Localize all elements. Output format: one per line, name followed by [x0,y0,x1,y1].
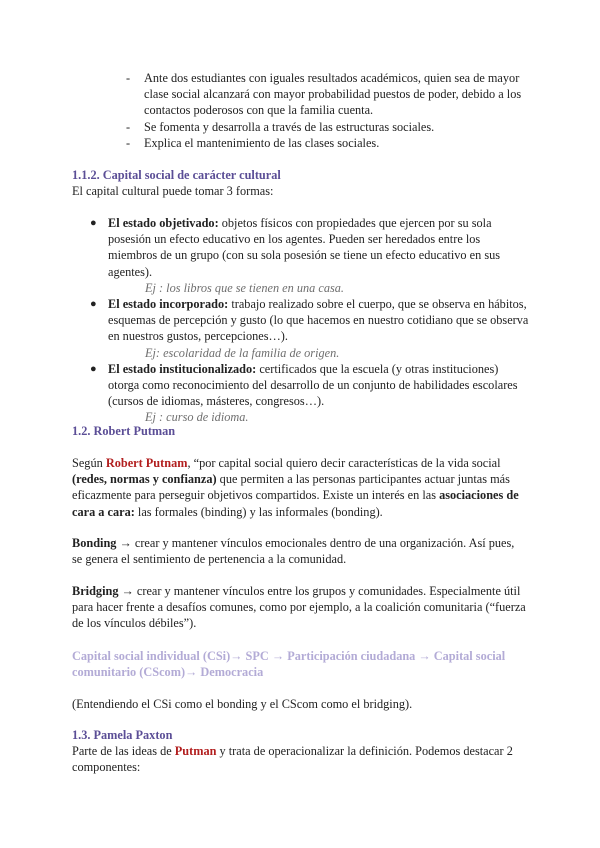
term-definition: → crear y mantener vínculos emocionales dentro de una organización. Así pues, se genera el sentimiento de pertenencia a la comunidad. [72,536,515,567]
term: El estado objetivado: [108,216,219,230]
list-item-text: Explica el mantenimiento de las clases sociales. [144,135,380,150]
dash-marker: - [126,135,131,150]
list-item [126,70,526,119]
term: El estado incorporado: [108,297,229,312]
dash-marker: - [126,71,131,85]
example-text: Ej : curso de idioma. [145,410,249,425]
bullet-marker: ● [90,217,97,229]
term-definition: objetos físicos con propiedades que ejercen por su sola posesión un efecto educativo en los agentes. Pueden ser heredados entre los miembros de un grupo (con su sola posesión se tiene un efecto educativo en sus agentes). [108,216,501,279]
section-heading-cultural: 1.1.2. Capital social de carácter cultural [72,168,281,182]
dash-marker: - [126,119,131,134]
bold-run: (redes, normas y confianza) [72,472,217,487]
term-definition: trabajo realizado sobre el cuerpo, que se observa en hábitos, esquemas de percepción y gusto (lo que hacemos en nuestro cotidiano que se observa en nuestros gustos, percepciones…). [108,297,529,344]
list-item-text: Se fomenta y desarrolla a través de las estructuras sociales. [144,119,435,134]
putnam-paragraph [72,455,526,520]
section-heading-putnam: 1.2. Robert Putman [72,424,176,438]
term-definition: → crear y mantener vínculos entre los grupos y comunidades. Especialmente útil para hacer frente a desafíos comunes, como por ejemplo, a la coalición comunitaria (“fuerza de los vínculos débiles”). [72,584,526,631]
bridging-paragraph [72,583,526,632]
text-run: Según [72,456,106,470]
list-item [126,135,526,151]
bold-run: asociaciones de cara a cara: [72,488,519,519]
example-text: Ej : los libros que se tienen en una casa. [145,280,344,295]
text-run: y trata de operacionalizar la definición. Podemos destacar 2 componentes: [72,744,513,775]
text-run: , “por capital social quiero decir características de la vida social [187,456,501,470]
term: Bonding [72,536,117,550]
term: El estado institucionalizado: [108,361,257,376]
section-heading-paxton: 1.3. Pamela Paxton [72,728,173,742]
term-definition: certificados que la escuela (y otras instituciones) otorga como reconocimiento del desarrollo de un conjunto de habilidades escolares (cursos de idiomas, másteres, congresos…). [108,361,518,409]
bullet-marker: ● [90,362,97,375]
list-item-text: Ante dos estudiantes con iguales resultados académicos, quien sea de mayor clase social alcanzará con mayor probabilidad puestos de poder, debido a los contactos poderosos con que la familia cuenta. [144,71,522,118]
text-run: que permiten a las personas participantes actuar juntas más eficazmente para perseguir objetivos compartidos. Existe un interés en las [72,472,510,503]
text-run: las formales (binding) y las informales (bonding). [134,504,383,519]
bonding-paragraph [72,535,526,567]
bullet-marker: ● [90,298,97,311]
text-run: Parte de las ideas de [72,744,175,758]
cultural-forms-list [90,215,530,426]
list-item [90,215,530,280]
list-item [90,296,530,345]
author-name: Robert Putnam [105,456,188,470]
dash-list [126,70,526,151]
list-item [90,361,530,410]
list-item [126,119,526,135]
cultural-intro: El capital cultural puede tomar 3 formas: [72,184,274,198]
author-name: Putman [174,744,217,758]
bonding-bridging-note: (Entendiendo el CSi como el bonding y el CScom como el bridging). [72,697,413,711]
capital-chain: Capital social individual (CSi)→ SPC → Participación ciudadana → Capital social comunitario (CScom)→ Democracia [72,649,506,680]
term: Bridging [72,584,119,598]
paxton-paragraph [72,743,526,775]
example-text: Ej: escolaridad de la familia de origen. [145,345,340,360]
